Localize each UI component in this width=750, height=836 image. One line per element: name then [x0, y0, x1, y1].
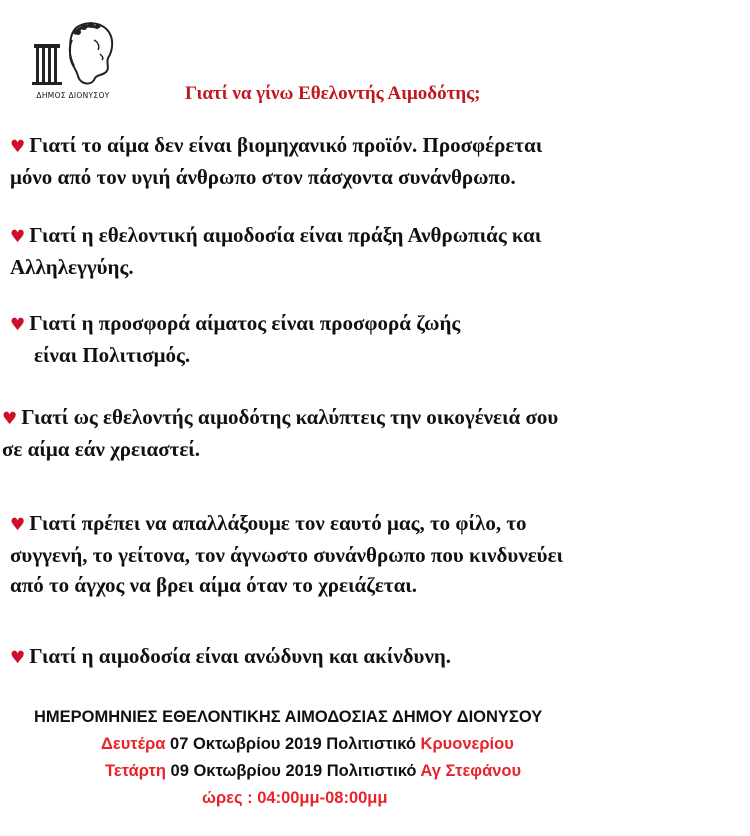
- reason-4: [2, 402, 732, 464]
- reason-1-line-2: μόνο από τον υγιή άνθρωπο στον πάσχοντα συνάνθρωπο.: [10, 165, 516, 189]
- donation-dates: [0, 704, 750, 812]
- event-2-day: Τετάρτη: [105, 762, 166, 780]
- reason-2-line-2: Αλληλεγγύης.: [10, 255, 134, 279]
- reason-5: [10, 508, 740, 600]
- reason-1: [10, 130, 740, 192]
- event-1: [0, 731, 750, 758]
- heart-icon: ♥: [2, 409, 18, 429]
- reason-5-line-2: συγγενή, το γείτονα, τον άγνωστο συνάνθρωπο που κινδυνεύει: [10, 543, 564, 567]
- event-2-place: Αγ Στεφάνου: [420, 762, 522, 780]
- heart-icon: ♥: [10, 315, 26, 335]
- dates-heading: ΗΜΕΡΟΜΗΝΙΕΣ ΕΘΕΛΟΝΤΙΚΗΣ ΑΙΜΟΔΟΣΙΑΣ ΔΗΜΟΥ ΔΙΟΝΥΣΟΥ: [34, 708, 543, 726]
- reason-6-line-1: Γιατί η αιμοδοσία είναι ανώδυνη και ακίνδυνη.: [29, 644, 452, 668]
- reason-2: [10, 220, 740, 282]
- reason-2-line-1: Γιατί η εθελοντική αιμοδοσία είναι πράξη Ανθρωπιάς και: [29, 223, 542, 247]
- page-title: Γιατί να γίνω Εθελοντής Αιμοδότης;: [185, 83, 481, 104]
- event-1-date: 07 Οκτωβρίου 2019 Πολιτιστικό: [165, 735, 421, 753]
- event-2: [0, 758, 750, 785]
- heart-icon: ♥: [10, 515, 26, 535]
- event-1-place: Κρυονερίου: [420, 735, 514, 753]
- reason-4-line-1: Γιατί ως εθελοντής αιμοδότης καλύπτεις την οικογένειά σου: [21, 405, 559, 429]
- reason-3: [10, 308, 740, 370]
- reason-5-line-3: από το άγχος να βρει αίμα όταν το χρειάζεται.: [10, 573, 418, 597]
- reason-4-line-2: σε αίμα εάν χρειαστεί.: [2, 437, 201, 461]
- event-1-day: Δευτέρα: [101, 735, 166, 753]
- heart-icon: ♥: [10, 648, 26, 668]
- dionysus-head-logo-icon: [24, 18, 122, 90]
- reason-5-line-1: Γιατί πρέπει να απαλλάξουμε τον εαυτό μας, το φίλο, το: [29, 511, 527, 535]
- reason-3-line-1: Γιατί η προσφορά αίματος είναι προσφορά ζωής: [29, 311, 461, 335]
- logo-text: ΔΗΜΟΣ ΔΙΟΝΥΣΟΥ: [36, 91, 110, 100]
- reason-3-line-2: είναι Πολιτισμός.: [34, 343, 191, 367]
- heart-icon: ♥: [10, 137, 26, 157]
- event-2-date: 09 Οκτωβρίου 2019 Πολιτιστικό: [165, 762, 421, 780]
- municipality-logo: [24, 18, 122, 104]
- heart-icon: ♥: [10, 227, 26, 247]
- reason-1-line-1: Γιατί το αίμα δεν είναι βιομηχανικό προϊόν. Προσφέρεται: [29, 133, 543, 157]
- reason-6: [10, 641, 740, 673]
- event-hours: ώρες : 04:00μμ-08:00μμ: [202, 789, 388, 807]
